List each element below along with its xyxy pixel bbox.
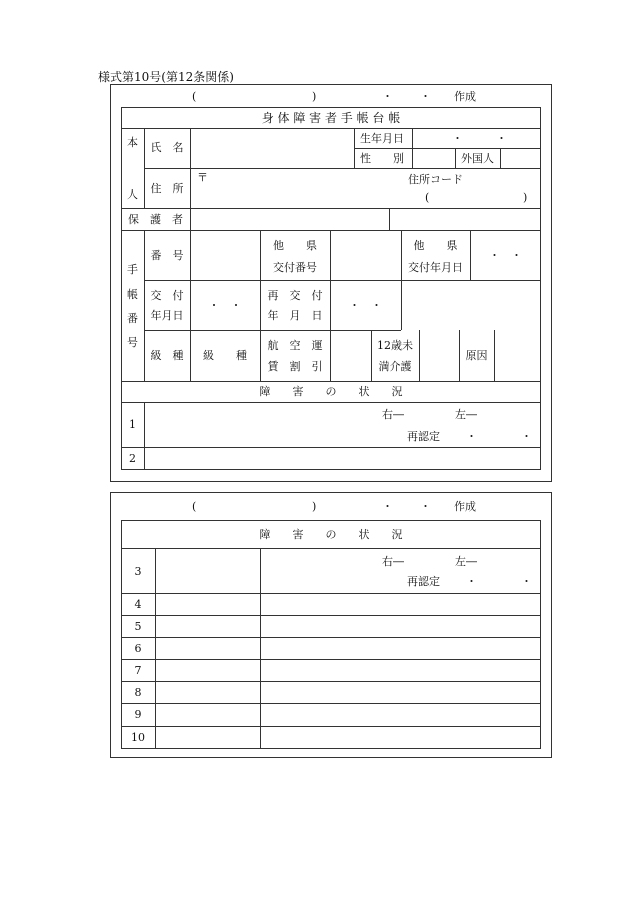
card2-date-dot-2: ・ [420,500,431,513]
dob-dot-1: ・ [452,132,463,145]
card2-disability-header: 障 害 の 状 況 [259,528,403,541]
disability-row-number: 2 [129,452,136,465]
disability-row3-left: 左― [455,555,477,568]
disability-row-number: 8 [134,686,142,699]
techo-label-2: 帳 [127,288,138,301]
card2-disability-table [121,520,541,749]
issue-date-label-2: 年月日 [150,309,184,322]
card2-created-label: 作成 [454,500,476,513]
card1-open-paren: ( [192,90,197,103]
card1-date-dot-2: ・ [420,90,431,103]
card2-open-paren: ( [192,500,197,513]
cause-label: 原因 [465,349,488,362]
issue-date-label-1: 交 付 [150,289,184,302]
other-pref-date-label-2: 交付年月日 [408,261,463,274]
address-label: 住 所 [150,182,184,195]
disability-row3-right: 右― [382,555,404,568]
disability-row1-right: 右― [382,408,404,421]
disability-row-number: 1 [129,418,136,431]
grade-label: 級 種 [150,349,184,362]
number-label: 番 号 [150,249,184,262]
ledger-title: 身 体 障 害 者 手 帳 台 帳 [261,111,401,125]
disability-row3-recert: 再認定 [407,575,440,588]
address-code-label: 住所コード [408,173,463,186]
sex-label: 性 別 [360,152,404,165]
address-code-close-paren: ) [523,191,528,204]
other-pref-date-label-1: 他 県 [413,239,458,252]
air-fare-label-1: 航 空 運 [267,339,323,352]
name-label: 氏 名 [150,141,184,154]
address-code-open-paren: ( [425,191,430,204]
techo-label-3: 番 [127,312,138,325]
techo-label-1: 手 [127,263,138,276]
reissue-dots: ・ ・ [349,299,382,312]
dob-dot-2: ・ [496,132,507,145]
disability-row-number: 9 [134,708,142,721]
disability-row-number: 4 [134,598,142,611]
disability-row-number: 5 [134,620,142,633]
foreigner-label: 外国人 [461,152,494,165]
disability-row1-left: 左― [455,408,477,421]
honnin-label-1: 本 [127,136,138,149]
dob-label: 生年月日 [360,132,404,145]
honnin-label-2: 人 [127,188,138,201]
disability-row-number: 10 [131,731,145,744]
disability-row1-recert: 再認定 [407,430,440,443]
card1-created-label: 作成 [454,90,476,103]
reissue-label-1: 再 交 付 [267,289,323,302]
guardian-label: 保 護 者 [128,213,183,226]
postal-mark: 〒 [197,171,208,184]
other-pref-date-dots: ・ ・ [489,249,522,262]
disability-row-number: 7 [134,664,142,677]
form-number: 様式第10号(第12条関係) [98,70,234,84]
card1-date-dot-1: ・ [382,90,393,103]
other-pref-no-label-2: 交付番号 [273,261,317,274]
disability-row3-dots: ・ ・ [466,575,532,588]
under12-label-2: 満介護 [378,360,412,373]
disability-header: 障 害 の 状 況 [259,385,403,398]
reissue-label-2: 年 月 日 [267,309,323,322]
grade-value: 級 種 [203,349,247,362]
disability-row-number: 3 [134,565,142,578]
disability-row-number: 6 [134,642,142,655]
issue-date-dots: ・ ・ [208,299,242,312]
under12-label-1: 12歳未 [377,339,413,352]
disability-row1-dots: ・ ・ [466,430,532,443]
other-pref-no-label-1: 他 県 [273,239,317,252]
air-fare-label-2: 賃 割 引 [267,360,323,373]
card2-date-dot-1: ・ [382,500,393,513]
card1-close-paren: ) [312,90,317,103]
techo-label-4: 号 [127,336,138,349]
card2-close-paren: ) [312,500,317,513]
